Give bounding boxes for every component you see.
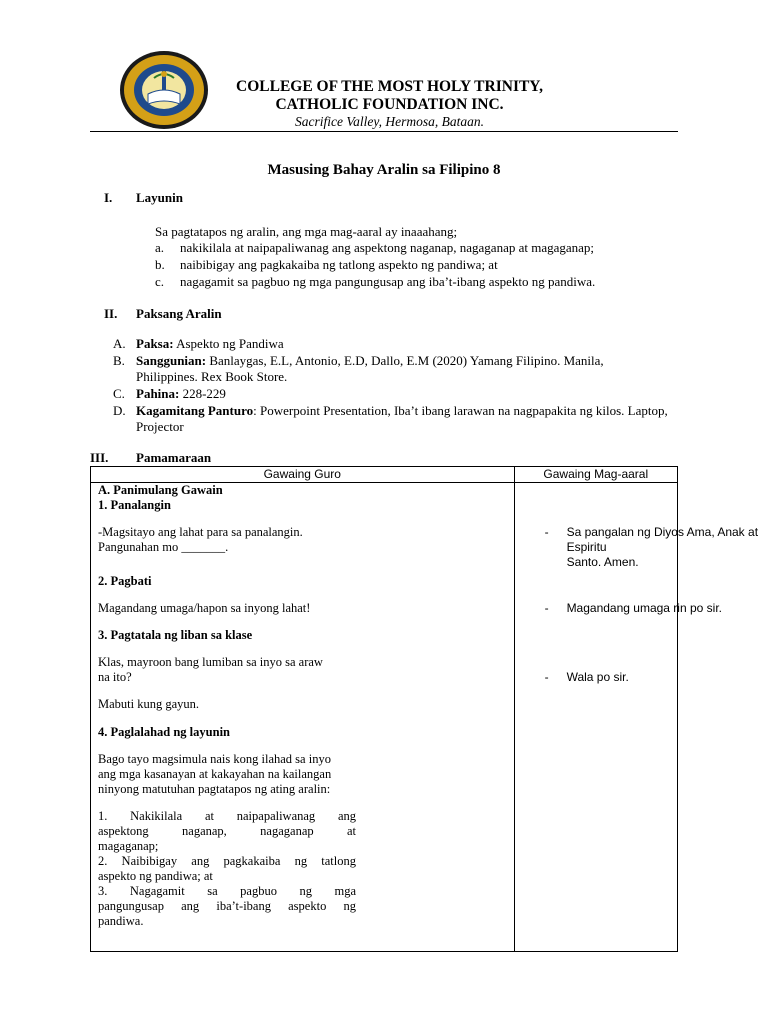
teacher-text: ninyong matutuhan pagtatapos ng ating aralin: (98, 782, 331, 796)
list-item-letter: B. (113, 353, 125, 368)
student-response: Sa pangalan ng Diyos Ama, Anak at Espiritu Santo. Amen. (566, 525, 759, 569)
objective-line: 1. Nakikilala at naipapaliwanag ang (98, 809, 356, 823)
objective-text: nagagamit sa pagbuo ng mga pangungusap ang iba’t-ibang aspekto ng pandiwa. (180, 274, 596, 289)
step-heading: 3. Pagtatala ng liban sa klase (98, 628, 253, 642)
objective-line: aspekto ng pandiwa; at (98, 869, 213, 883)
objective-line: pandiwa. (98, 914, 144, 928)
section2-number: II. (104, 306, 118, 321)
section1-intro: Sa pagtatapos ng aralin, ang mga mag-aaral ay inaaahang; (155, 224, 458, 239)
teacher-text: -Magsitayo ang lahat para sa panalangin. (98, 525, 303, 539)
list-item-letter: A. (113, 336, 126, 351)
header-divider (90, 131, 678, 132)
section1-label: Layunin (136, 190, 183, 205)
objective-letter: b. (155, 257, 165, 272)
student-response: Wala po sir. (566, 670, 629, 684)
objective-line: 2. Naibibigay ang pagkakaiba ng tatlong (98, 854, 356, 868)
activity-heading: A. Panimulang Gawain (98, 483, 223, 497)
student-response: Magandang umaga rin po sir. (566, 601, 722, 615)
objective-line: magaganap; (98, 839, 159, 853)
teacher-text: Pangunahan mo _______. (98, 540, 229, 554)
page-title: Masusing Bahay Aralin sa Filipino 8 (267, 162, 501, 178)
section2-label: Paksang Aralin (136, 306, 222, 321)
school-name-line1: COLLEGE OF THE MOST HOLY TRINITY, (236, 78, 543, 95)
step-heading: 4. Paglalahad ng layunin (98, 725, 230, 739)
student-activities-cell (514, 483, 759, 952)
teacher-text: Klas, mayroon bang lumiban sa inyo sa araw (98, 655, 323, 669)
list-item-letter: C. (113, 386, 125, 401)
objective-letter: a. (155, 240, 165, 255)
step-heading: 2. Pagbati (98, 574, 152, 588)
objective-text: nakikilala at naipapaliwanag ang aspektong naganap, nagaganap at magaganap; (180, 240, 595, 255)
teacher-text: Magandang umaga/hapon sa inyong lahat! (98, 601, 311, 615)
objective-line: aspektong naganap, nagaganap at (98, 824, 356, 838)
list-item-letter: D. (113, 403, 126, 418)
step-heading: 1. Panalangin (98, 498, 171, 512)
list-item: Sanggunian: Banlaygas, E.L, Antonio, E.D, Dallo, E.M (2020) Yamang Filipino. Manila, Philippines. Rex Book Store. (136, 353, 604, 384)
column-header-guro: Gawaing Guro (91, 467, 515, 483)
objective-line: pangungusap ang iba’t-ibang aspekto ng (98, 899, 356, 913)
school-seal-icon (118, 50, 210, 130)
section1-number: I. (104, 190, 113, 205)
section3-label: Pamamaraan (136, 450, 212, 465)
school-name-line2: CATHOLIC FOUNDATION INC. (275, 96, 504, 113)
objective-text: naibibigay ang pagkakaiba ng tatlong aspekto ng pandiwa; at (180, 257, 498, 272)
objective-line: 3. Nagagamit sa pagbuo ng mga (98, 884, 356, 898)
teacher-text: ang mga kasanayan at kakayahan na kailangan (98, 767, 332, 781)
response-bullet: - (544, 525, 549, 539)
column-header-mag-aaral: Gawaing Mag-aaral (514, 467, 677, 483)
objective-letter: c. (155, 274, 165, 289)
teacher-text: Bago tayo magsimula nais kong ilahad sa inyo (98, 752, 331, 766)
list-item: Paksa: Aspekto ng Pandiwa (136, 336, 284, 351)
teacher-text: Mabuti kung gayun. (98, 697, 200, 711)
list-item: Kagamitang Panturo: Powerpoint Presentation, Iba’t ibang larawan na nagpapakita ng kilos. Laptop, Projector (136, 403, 668, 434)
teacher-activities-cell (91, 483, 515, 952)
lesson-plan-table (90, 466, 759, 952)
response-bullet: - (544, 601, 549, 615)
teacher-text: na ito? (98, 670, 132, 684)
response-bullet: - (544, 670, 549, 684)
section3-number: III. (90, 450, 109, 465)
list-item: Pahina: 228-229 (136, 386, 226, 401)
school-address: Sacrifice Valley, Hermosa, Bataan. (295, 114, 484, 129)
